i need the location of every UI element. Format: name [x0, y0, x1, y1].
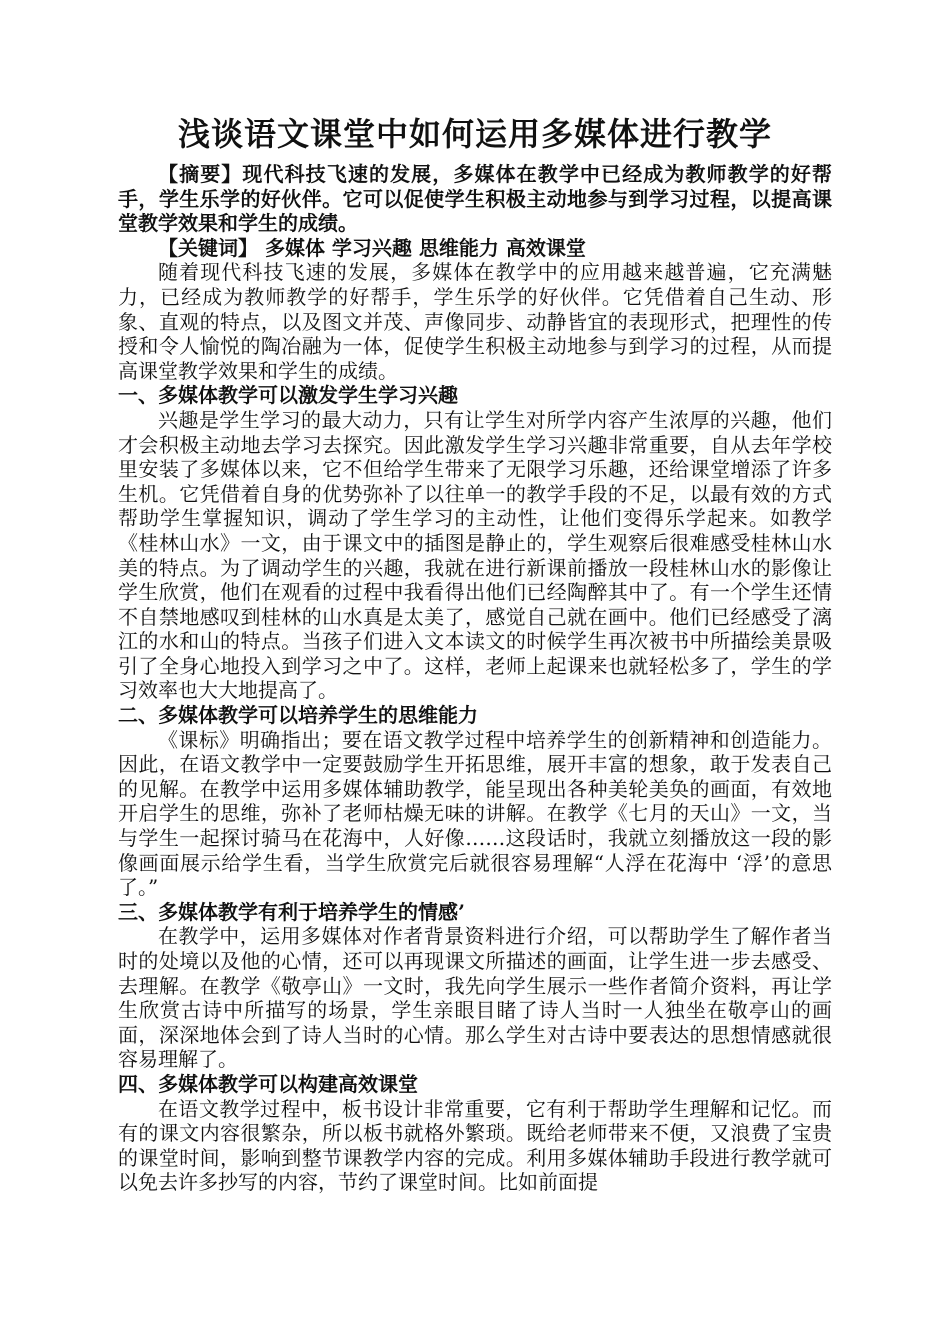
section-4-heading: 四、多媒体教学可以构建高效课堂: [118, 1071, 418, 1096]
section-2-body: 《课标》明确指出；要在语文教学过程中培养学生的创新精神和创造能力。因此，在语文教学中一定要鼓励学生开拓思维，展开丰富的想象，敢于发表自己的见解。在教学中运用多媒体辅助教学，能呈现出各种美轮美奂的画面，有效地开启学生的思维，弥补了老师枯燥无味的讲解。在教学《七月的天山》一文，当与学生一起探讨骑马在花海中，人好像……这段话时，我就立刻播放这一段的影像画面展示给学生看，当学生欣赏完后就很容易理解“人浮在花海中 ‘浮’的意思了。”: [118, 727, 832, 900]
section-1-body: 兴趣是学生学习的最大动力，只有让学生对所学内容产生浓厚的兴趣，他们才会积极主动地去学习去探究。因此激发学生学习兴趣非常重要，自从去年学校里安装了多媒体以来，它不但给学生带来了无限学习乐趣，还给课堂增添了许多生机。它凭借着自身的优势弥补了以往单一的教学手段的不足，以最有效的方式帮助学生掌握知识，调动了学生学习的主动性，让他们变得乐学起来。如教学《桂林山水》一文，由于课文中的插图是静止的，学生观察后很难感受桂林山水美的特点。为了调动学生的兴趣，我就在进行新课前播放一段桂林山水的影像让学生欣赏，他们在观看的过程中我看得出他们已经陶醉其中了。有一个学生还情不自禁地感叹到桂林的山水真是太美了，感觉自己就在画中。他们已经感受了漓江的水和山的特点。当孩子们进入文本读文的时候学生再次被书中所描绘美景吸引了全身心地投入到学习之中了。这样，老师上起课来也就轻松多了，学生的学习效率也大大地提高了。: [118, 407, 832, 703]
document-title: 浅谈语文课堂中如何运用多媒体进行教学: [177, 115, 772, 153]
section-2-heading: 二、多媒体教学可以培养学生的思维能力: [118, 703, 478, 728]
section-3-heading: 三、多媒体教学有利于培养学生的情感’: [118, 899, 465, 924]
section-1-heading: 一、多媒体教学可以激发学生学习兴趣: [118, 383, 458, 408]
intro-paragraph: 随着现代科技飞速的发展，多媒体在教学中的应用越来越普遍，它充满魅力，已经成为教师教学的好帮手，学生乐学的好伙伴。它凭借着自己生动、形象、直观的特点，以及图文并茂、声像同步、动静皆宜的表现形式，把理性的传授和令人愉悦的陶冶融为一体，促使学生积极主动地参与到学习的过程，从而提高课堂教学效果和学生的成绩。: [118, 260, 832, 383]
section-3-body: 在教学中，运用多媒体对作者背景资料进行介绍，可以帮助学生了解作者当时的处境以及他的心情，还可以再现课文所描述的画面，让学生进一步去感受、去理解。在教学《敬亭山》一文时，我先向学生展示一些作者简介资料，再让学生欣赏古诗中所描写的场景，学生亲眼目睹了诗人当时一人独坐在敬亭山的画面，深深地体会到了诗人当时的心情。那么学生对古诗中要表达的思想情感就很容易理解了。: [118, 924, 832, 1072]
keywords-line: 【关键词】 多媒体 学习兴趣 思维能力 高效课堂: [158, 235, 586, 260]
section-4-body: 在语文教学过程中，板书设计非常重要，它有利于帮助学生理解和记忆。而有的课文内容很繁杂，所以板书就格外繁琐。既给老师带来不便，又浪费了宝贵的课堂时间，影响到整节课教学内容的完成。利用多媒体辅助手段进行教学就可以免去许多抄写的内容，节约了课堂时间。比如前面提: [118, 1096, 832, 1195]
abstract-paragraph: 【摘要】现代科技飞速的发展，多媒体在教学中已经成为教师教学的好帮手，学生乐学的好伙伴。它可以促使学生积极主动地参与到学习过程，以提高课堂教学效果和学生的成绩。: [118, 162, 832, 236]
